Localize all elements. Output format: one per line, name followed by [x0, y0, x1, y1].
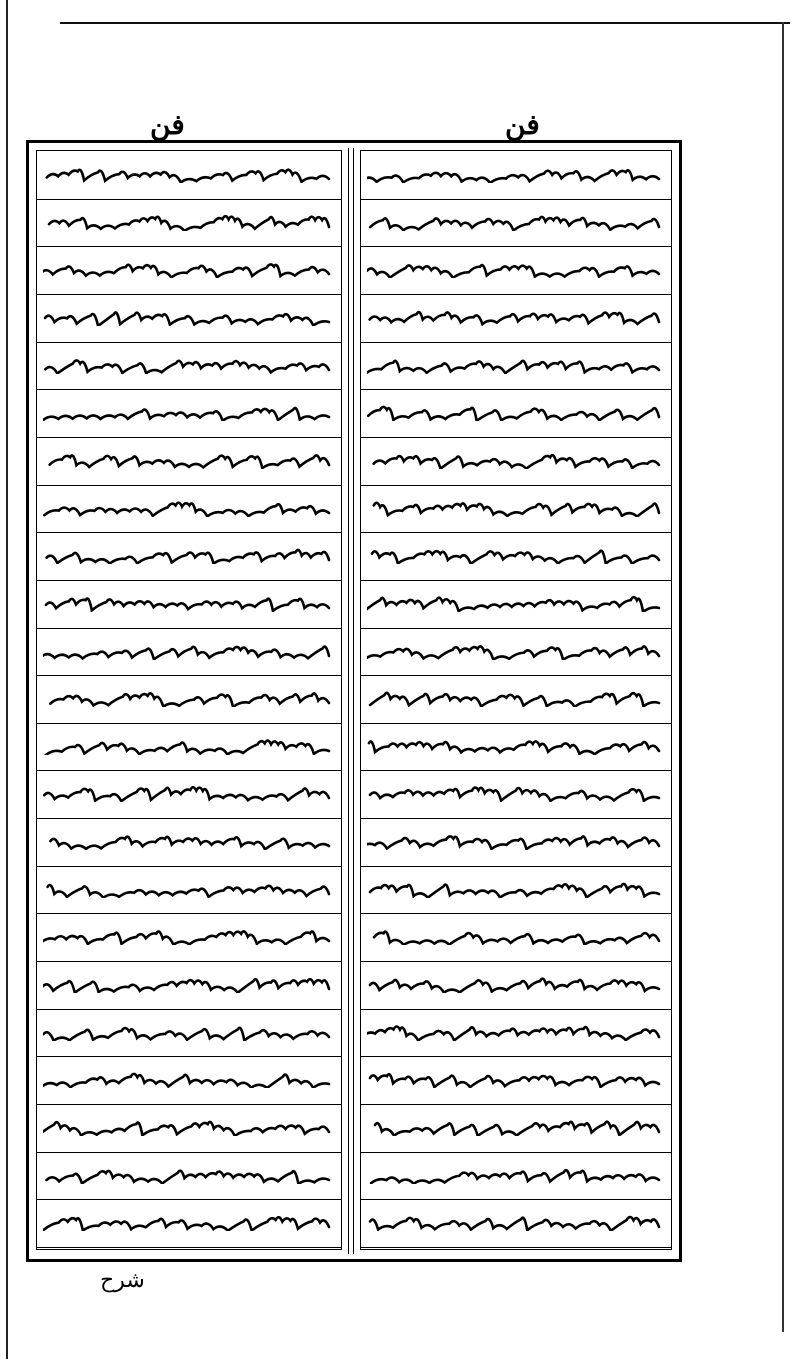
- script-stroke: [367, 1070, 663, 1088]
- script-stroke: [367, 165, 663, 183]
- text-line: [37, 389, 341, 438]
- text-line: [37, 1199, 341, 1248]
- script-stroke: [43, 213, 333, 231]
- text-line: [361, 532, 671, 581]
- left-column: [36, 150, 342, 1250]
- script-stroke: [367, 499, 663, 517]
- script-stroke: [43, 880, 333, 898]
- script-stroke: [367, 689, 663, 707]
- script-stroke: [43, 689, 333, 707]
- text-line: [37, 1009, 341, 1058]
- script-stroke: [43, 594, 333, 612]
- text-line: [37, 532, 341, 581]
- text-line: [37, 580, 341, 629]
- top-rule: [60, 22, 790, 24]
- script-stroke: [367, 784, 663, 802]
- text-line: [361, 389, 671, 438]
- script-stroke: [43, 308, 333, 326]
- script-stroke: [43, 642, 333, 660]
- script-stroke: [43, 260, 333, 278]
- script-stroke: [367, 642, 663, 660]
- script-stroke: [367, 546, 663, 564]
- script-stroke: [43, 784, 333, 802]
- script-stroke: [43, 1118, 333, 1136]
- text-line: [37, 199, 341, 248]
- script-stroke: [367, 832, 663, 850]
- text-line: [361, 437, 671, 486]
- script-stroke: [367, 975, 663, 993]
- text-line: [37, 961, 341, 1010]
- text-line: [361, 246, 671, 295]
- text-line: [37, 770, 341, 819]
- script-stroke: [367, 1166, 663, 1184]
- binding-edge: [6, 0, 8, 1359]
- text-line: [361, 1152, 671, 1201]
- catchword: شرح: [100, 1268, 145, 1293]
- right-edge-rule: [782, 22, 784, 1332]
- right-column: [360, 150, 672, 1250]
- text-line: [37, 628, 341, 677]
- text-line: [37, 1152, 341, 1201]
- text-line: [37, 818, 341, 867]
- text-line: [361, 913, 671, 962]
- text-line: [361, 580, 671, 629]
- script-stroke: [367, 927, 663, 945]
- script-stroke: [43, 546, 333, 564]
- script-stroke: [43, 1070, 333, 1088]
- script-stroke: [367, 737, 663, 755]
- script-stroke: [367, 1023, 663, 1041]
- script-stroke: [43, 737, 333, 755]
- script-stroke: [367, 308, 663, 326]
- script-stroke: [367, 1118, 663, 1136]
- script-stroke: [43, 499, 333, 517]
- script-stroke: [367, 403, 663, 421]
- script-stroke: [367, 260, 663, 278]
- text-line: [361, 1104, 671, 1153]
- script-stroke: [367, 594, 663, 612]
- script-stroke: [43, 165, 333, 183]
- script-stroke: [43, 1023, 333, 1041]
- text-line: [361, 818, 671, 867]
- text-line: [37, 866, 341, 915]
- script-stroke: [43, 403, 333, 421]
- script-stroke: [43, 975, 333, 993]
- text-line: [361, 151, 671, 200]
- script-stroke: [43, 927, 333, 945]
- script-stroke: [367, 451, 663, 469]
- script-stroke: [43, 1166, 333, 1184]
- text-line: [37, 294, 341, 343]
- column-divider: [348, 148, 354, 1254]
- script-stroke: [43, 451, 333, 469]
- text-line: [361, 675, 671, 724]
- text-line: [37, 723, 341, 772]
- script-stroke: [367, 880, 663, 898]
- text-line: [37, 675, 341, 724]
- text-line: [37, 151, 341, 200]
- text-line: [37, 342, 341, 391]
- text-line: [361, 485, 671, 534]
- text-line: [361, 342, 671, 391]
- text-line: [37, 1104, 341, 1153]
- script-stroke: [43, 1213, 333, 1231]
- text-line: [361, 1056, 671, 1105]
- script-stroke: [43, 356, 333, 374]
- script-stroke: [367, 356, 663, 374]
- text-line: [361, 294, 671, 343]
- text-line: [37, 913, 341, 962]
- text-line: [361, 628, 671, 677]
- script-stroke: [43, 832, 333, 850]
- text-line: [37, 246, 341, 295]
- text-line: [361, 961, 671, 1010]
- text-line: [361, 1199, 671, 1248]
- script-stroke: [367, 1213, 663, 1231]
- script-stroke: [367, 213, 663, 231]
- text-line: [361, 1009, 671, 1058]
- header-left: فن: [150, 108, 185, 141]
- text-line: [37, 485, 341, 534]
- text-line: [361, 723, 671, 772]
- header-right: فن: [505, 108, 540, 141]
- text-line: [37, 437, 341, 486]
- text-line: [361, 866, 671, 915]
- text-line: [361, 199, 671, 248]
- text-line: [361, 770, 671, 819]
- text-line: [37, 1056, 341, 1105]
